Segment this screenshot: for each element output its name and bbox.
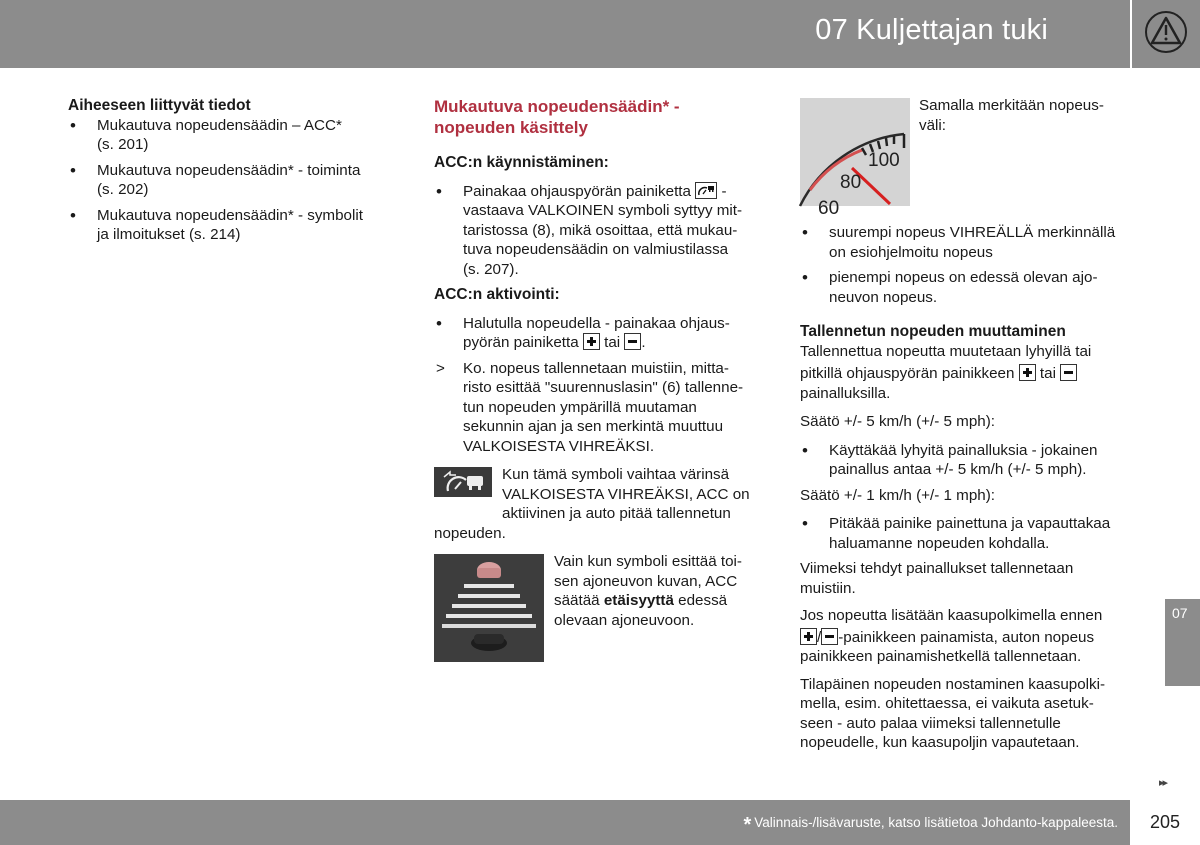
related-link[interactable]: • Mukautuva nopeudensäädin* - toiminta (s. 202) (68, 161, 398, 200)
section-title: Mukautuva nopeudensäädin* - nopeuden käsittely (434, 97, 680, 137)
speedometer-icon (800, 98, 910, 219)
page-number: 205 (1150, 812, 1181, 832)
stored-speed-heading: Tallennetun nopeuden muuttaminen (800, 323, 1066, 340)
plus-button-icon (800, 628, 817, 645)
speed-handling-column (434, 96, 764, 664)
acc-button-icon (695, 182, 717, 199)
footer (0, 800, 1130, 845)
next-page-icon[interactable]: ▸▸ (1159, 777, 1167, 789)
plus-button-icon (583, 333, 600, 350)
minus-button-icon (821, 628, 838, 645)
related-info-heading: Aiheeseen liittyvät tiedot (68, 97, 251, 114)
minus-button-icon (624, 333, 641, 350)
gauge-label-80: 80 (840, 172, 862, 193)
list-item: • Pitäkää painike painettuna ja vapauttakaa haluamanne nopeuden kohdalla. (800, 514, 1135, 553)
list-item: • Käyttäkää lyhyitä painalluksia - jokainen painallus antaa +/- 5 km/h (+/- 5 mph). (800, 441, 1135, 480)
distance-block: Vain kun symboli esittää toi- sen ajoneuvon kuvan, ACC säätää etäisyyttä edessä olevaan ajoneuvoon. (434, 552, 764, 664)
speedometer-image (800, 98, 910, 219)
warning-triangle-icon (1144, 10, 1188, 54)
acc-symbol-icon (434, 467, 492, 497)
chapter-tab[interactable]: 07 (1165, 599, 1200, 686)
gauge-block: 100 80 60 Samalla merkitään nopeus- väli: (800, 96, 1135, 210)
acc-start-heading: ACC:n käynnistäminen: (434, 154, 609, 171)
warning-box (1132, 0, 1200, 68)
list-item: • suurempi nopeus VIHREÄLLÄ merkinnällä on esiohjelmoitu nopeus (800, 223, 1135, 262)
related-link[interactable]: • Mukautuva nopeudensäädin – ACC* (s. 201) (68, 116, 398, 155)
gauge-label-60: 60 (818, 198, 840, 219)
related-info-column (68, 96, 398, 251)
list-item: • Halutulla nopeudella - painakaa ohjaus- pyörän painiketta tai . (434, 314, 764, 353)
list-item: • Painakaa ohjauspyörän painiketta - vastaava VALKOINEN symboli syttyy mit- taristossa (8), mikä osoittaa, että mukau- tuva nopeudensäädin on valmiustilassa (s. 207). (434, 182, 764, 280)
gauge-label-100: 100 (868, 150, 900, 171)
acc-symbol-block: Kun tämä symboli vaihtaa värinsä VALKOISESTA VIHREÄKSI, ACC on aktiivinen ja auto pitää tallennetun nopeuden. (434, 466, 750, 542)
related-links-list (68, 116, 398, 245)
chapter-title: 07 Kuljettajan tuki (815, 14, 1048, 46)
minus-button-icon (1060, 364, 1077, 381)
acc-activate-heading: ACC:n aktivointi: (434, 286, 560, 303)
related-link[interactable]: • Mukautuva nopeudensäädin* - symbolit ja ilmoitukset (s. 214) (68, 206, 398, 245)
footer-note: * Valinnais-/lisävaruste, katso lisätietoa Johdanto-kappaleesta. (743, 814, 1118, 836)
chapter-header (0, 0, 1130, 68)
result-item: > Ko. nopeus tallennetaan muistiin, mitta- risto esittää "suurennuslasin" (6) tallenne- tun nopeuden ympärillä muutaman sekunnin ajan ja sen merkintä muuttuu VALKOISESTA VIHREÄKSI. (434, 359, 764, 457)
plus-button-icon (1019, 364, 1036, 381)
list-item: • pienempi nopeus on edessä olevan ajo- neuvon nopeus. (800, 268, 1135, 307)
stored-speed-column: 100 80 60 Samalla merkitään nopeus- väli: • suurempi nopeus VIHREÄLLÄ merkinnällä on esiohjelmoitu nopeus • pienempi nopeus on edessä olevan ajo- neuvon nopeus. Tallennetun nopeuden muuttaminen Tallennettua nopeutta muutetaan lyhyillä tai pitkillä ohjauspyörän painikkeen tai painalluksilla. Säätö +/- 5 km/h (+/- 5 mph): • Käyttäkää lyhyitä painalluksia - jokainen painallus antaa +/- 5 km/h (+/- 5 mph). Säätö +/- 1 km/h (+/- 1 mph): • Pitäkää painike painettuna ja vapauttakaa haluamanne nopeuden kohdalla. Viimeksi tehdyt painallukset tallennetaan muistiin. Jos nopeutta lisätään kaasupolkimella ennen / -painikkeen painamista, auton nopeus painikkeen painamishetkellä tallennetaan. Tilapäinen nopeuden nostaminen kaasupolki- mella, esim. ohitettaessa, ei vaikuta asetuk- seen - auto palaa viimeksi tallennetulle nopeudelle, kun kaasupoljin vapautetaan. (800, 96, 1135, 753)
distance-car-image (434, 554, 544, 662)
